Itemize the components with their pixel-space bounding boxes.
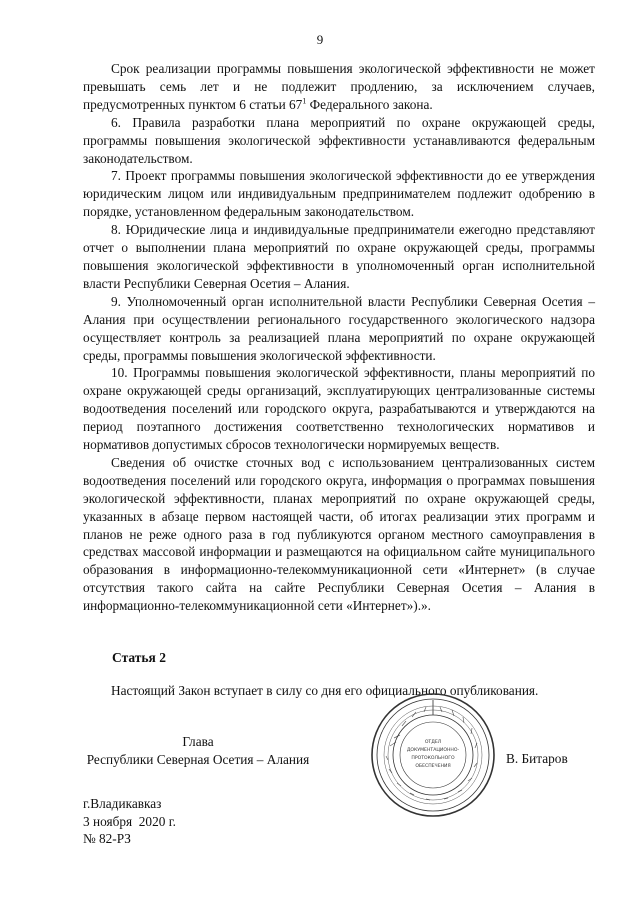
document-footer [83,795,176,848]
paragraph-term [83,60,595,114]
paragraph-text: Срок реализации программы повышения экологической эффективности не может превышать семь лет и не подлежит продлению, за исключением случаев, предусмотренных пунктом 6 статьи 67 [83,61,595,112]
paragraph-wastewater-info: Сведения об очистке сточных вод с использованием централизованных систем водоотведения поселений или городского округа, информация о программах повышения экологической эффективности, планах мероприятий по охране окружающей среды, указанных в абзаце первом настоящей части, об итогах реализации этих программ и планов не реже одного раза в год публикуются органом местного самоуправления в средствах массовой информации и размещаются на официальном сайте муниципального образования в информационно-телекоммуникационной сети «Интернет» (в случае отсутствия такого сайта на сайте Республики Северная Осетия – Алания в информационно-телекоммуникационной сети «Интернет»).». [83,454,595,614]
signatory-name: В. Битаров [506,751,568,766]
article-heading: Статья 2 [112,650,166,665]
footer-date: 3 ноября 2020 г. [83,813,176,829]
official-seal [368,690,498,820]
seal-line-1: ОТДЕЛ [424,740,442,745]
paragraph-7: 7. Проект программы повышения экологической эффективности до ее утверждения юридическим лицом или индивидуальным предпринимателем подлежит одобрению в порядке, установленном федеральным законодательством. [83,168,595,220]
seal-line-4: ОБЕСПЕЧЕНИЯ [415,764,451,769]
footer-law-number: № 82-РЗ [83,831,131,846]
superscript: 1 [302,96,307,106]
paragraph-9: 9. Уполномоченный орган исполнительной власти Республики Северная Осетия – Алания при осуществлении регионального государственного экологического надзора осуществляет контроль за реализацией плана мероприятий по охране окружающей среды, программы повышения экологической эффективности. [83,293,595,363]
paragraph-10: 10. Программы повышения экологической эффективности, планы мероприятий по охране окружающей среды организаций, эксплуатирующих централизованные системы водоотведения поселений или городского округа, разрабатываются и утверждаются на период поэтапного достижения соответственно технологических нормативов и нормативов допустимых сбросов технологически нормируемых веществ. [83,365,595,453]
signatory-title-line-2: Республики Северная Осетия – Алания [86,752,310,767]
paragraph-6: 6. Правила разработки плана мероприятий по охране окружающей среды, программы повышения экологической эффективности устанавливаются федеральным законодательством. [83,114,595,166]
page-number: 9 [316,32,324,47]
footer-city: г.Владикавказ [83,796,162,811]
signatory-title [83,733,313,769]
law-body-text [83,60,595,615]
seal-line-3: ПРОТОКОЛЬНОГО [411,756,455,761]
signatory-title-line-1: Глава [182,734,214,749]
paragraph-text-tail: Федерального закона. [306,96,433,112]
seal-line-2: ДОКУМЕНТАЦИОННО- [406,748,460,753]
paragraph-8: 8. Юридические лица и индивидуальные предприниматели ежегодно представляют отчет о выполнении плана мероприятий по охране окружающей среды, программы повышения экологической эффективности в уполномоченный орган исполнительной власти Республики Северная Осетия – Алания. [83,222,595,291]
article-text: Настоящий Закон вступает в силу со дня его официального опубликования. [111,683,539,698]
